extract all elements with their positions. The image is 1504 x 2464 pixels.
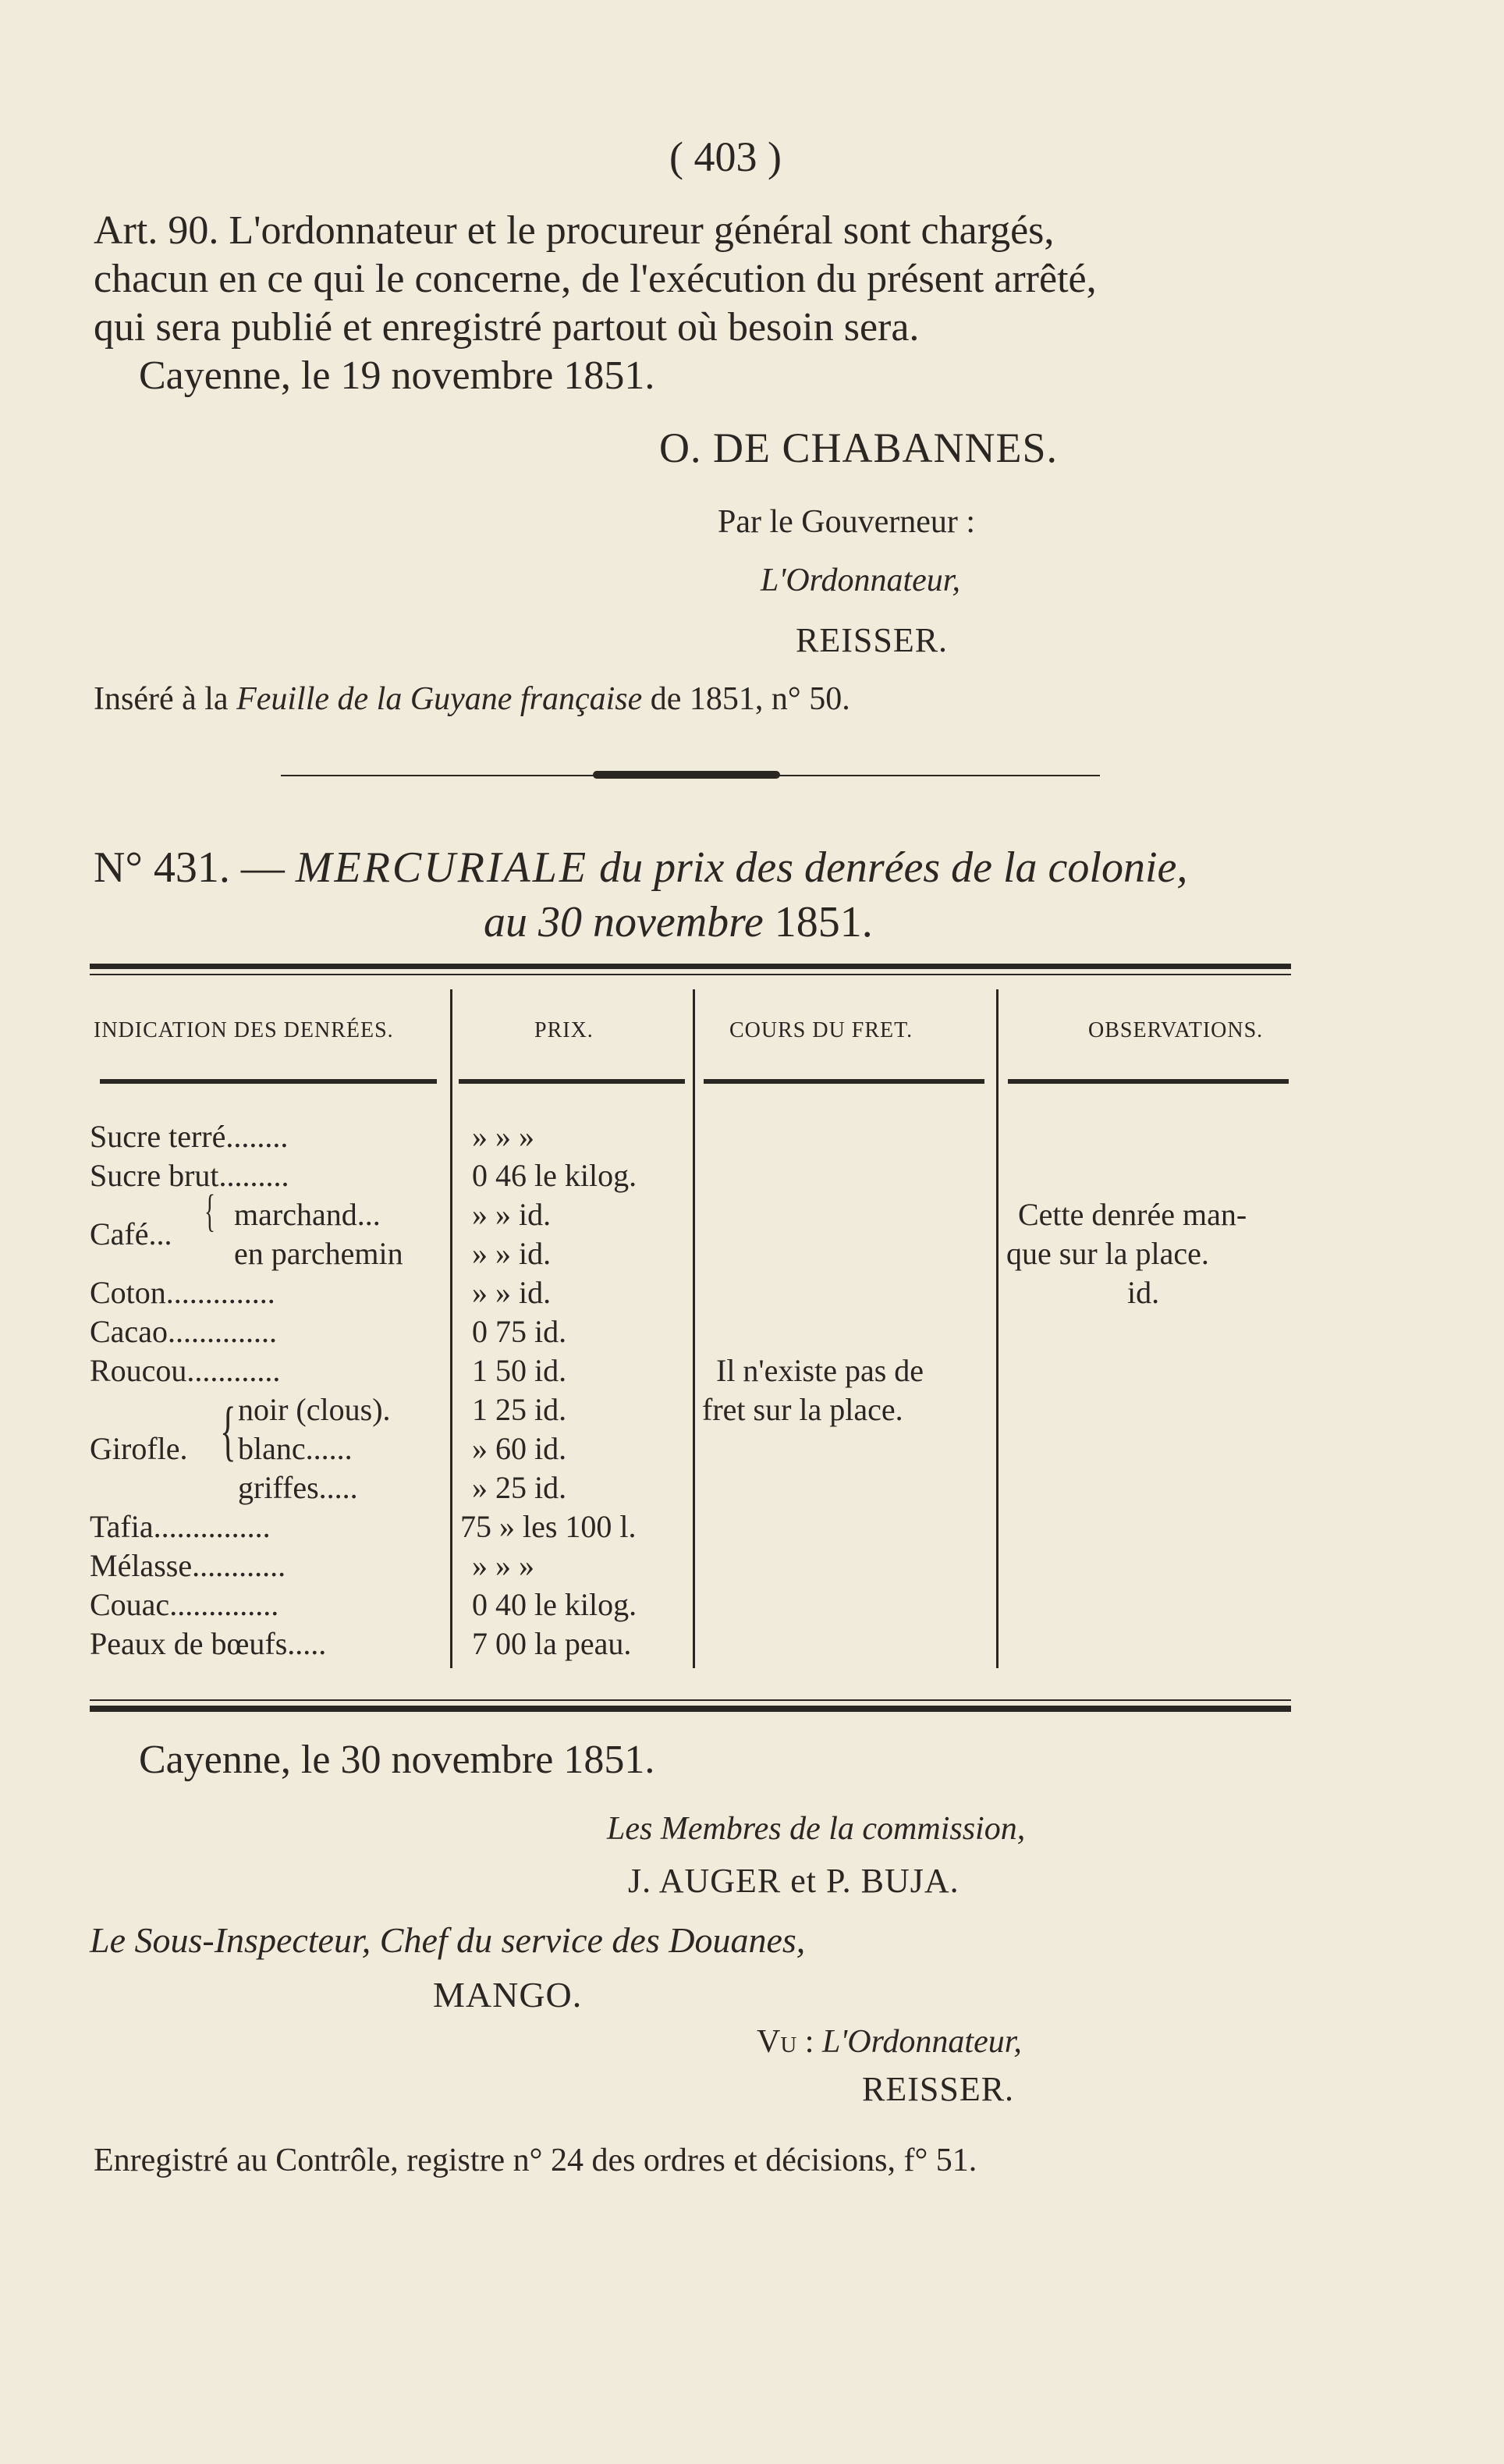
article-place-date: Cayenne, le 19 novembre 1851. [139, 353, 655, 398]
article-line-1: Art. 90. L'ordonnateur et le procureur général sont chargés, [94, 208, 1055, 253]
price-peaux: 7 00 la peau. [472, 1626, 632, 1661]
insertion-suffix: de 1851, n° 50. [650, 681, 850, 717]
article-line-3: qui sera publié et enregistré partout où besoin sera. [94, 305, 920, 350]
column-divider-3 [996, 989, 999, 1668]
inspector-label: Le Sous-Inspecteur, Chef du service des Douanes, [90, 1920, 806, 1960]
separator-ornament [593, 771, 780, 779]
product-girofle-griffes: griffes..... [238, 1470, 358, 1505]
by-governor-line: Par le Gouverneur : [718, 504, 976, 540]
brace-girofle: { [220, 1393, 236, 1468]
mercuriale-dash: — [240, 843, 285, 892]
ordonnateur-role: L'Ordonnateur, [761, 563, 960, 598]
freight-note-line-2: fret sur la place. [702, 1392, 903, 1427]
product-cafe-parchemin: en parchemin [234, 1236, 403, 1271]
product-sucre-brut: Sucre brut......... [90, 1158, 289, 1193]
product-roucou: Roucou............ [90, 1353, 281, 1388]
product-cacao: Cacao.............. [90, 1314, 277, 1349]
page-number: ( 403 ) [669, 133, 782, 180]
insertion-prefix: Inséré à la [94, 681, 229, 717]
inspector-name: MANGO. [433, 1975, 583, 2015]
price-melasse: » » » [472, 1548, 534, 1583]
col-header-products: INDICATION DES DENRÉES. [94, 1018, 394, 1042]
mercuriale-date-prefix: au 30 [484, 898, 582, 946]
reisser-signature: REISSER. [796, 621, 949, 659]
commission-names: J. AUGER et P. BUJA. [628, 1862, 960, 1900]
brace-cafe: { [204, 1185, 215, 1236]
registration-note: Enregistré au Contrôle, registre n° 24 des ordres et décisions, f° 51. [94, 2143, 977, 2178]
price-girofle-blanc: » 60 id. [472, 1431, 567, 1466]
column-divider-2 [693, 989, 695, 1668]
seen-name: REISSER. [862, 2070, 1015, 2108]
product-coton: Coton.............. [90, 1275, 275, 1310]
price-sucre-terre: » » » [472, 1119, 534, 1154]
price-tafia: 75 » les 100 l. [460, 1509, 637, 1544]
price-girofle-griffes: » 25 id. [472, 1470, 567, 1505]
mercuriale-heading [94, 843, 1187, 893]
product-melasse: Mélasse............ [90, 1548, 286, 1583]
price-couac: 0 40 le kilog. [472, 1587, 637, 1622]
product-girofle-noir: noir (clous). [238, 1392, 391, 1427]
col-header-price: PRIX. [534, 1018, 594, 1042]
product-sucre-terre: Sucre terré........ [90, 1119, 289, 1154]
table-top-rule-thin [90, 974, 1291, 975]
insertion-note [94, 680, 850, 718]
group-girofle: Girofle. [90, 1431, 188, 1466]
header-underline-freight [704, 1079, 984, 1084]
article-line-2: chacun en ce qui le concerne, de l'exécution du présent arrêté, [94, 257, 1097, 301]
price-coton: » » id. [472, 1275, 552, 1310]
price-girofle-noir: 1 25 id. [472, 1392, 567, 1427]
price-cacao: 0 75 id. [472, 1314, 567, 1349]
observation-line-2: que sur la place. [1006, 1236, 1209, 1271]
col-header-freight: COURS DU FRET. [729, 1018, 913, 1042]
freight-note-line-1: Il n'existe pas de [716, 1353, 924, 1388]
mercuriale-title: MERCURIALE [295, 843, 589, 892]
header-underline-price [459, 1079, 685, 1084]
closing-place-date: Cayenne, le 30 novembre 1851. [139, 1738, 655, 1782]
price-sucre-brut: 0 46 le kilog. [472, 1158, 637, 1193]
product-cafe-marchand: marchand... [234, 1197, 381, 1232]
product-girofle-blanc: blanc...... [238, 1431, 353, 1466]
table-bottom-rule-thick [90, 1706, 1291, 1712]
group-cafe: Café... [90, 1216, 172, 1252]
price-roucou: 1 50 id. [472, 1353, 567, 1388]
table-bottom-rule-thin [90, 1699, 1291, 1701]
seen-prefix: Vu : [757, 2024, 814, 2060]
governor-signature: O. DE CHABANNES. [659, 424, 1059, 471]
table-top-rule-thick [90, 964, 1291, 969]
product-couac: Couac.............. [90, 1587, 279, 1622]
observation-line-3: id. [1127, 1275, 1160, 1310]
insertion-publication: Feuille de la Guyane française [236, 681, 643, 717]
col-header-observations: OBSERVATIONS. [1088, 1018, 1264, 1042]
price-cafe-marchand: » » id. [472, 1197, 552, 1232]
seen-role: L'Ordonnateur, [821, 2024, 1022, 2060]
seen-line [757, 2023, 1022, 2061]
mercuriale-date-year: 1851. [774, 898, 873, 946]
product-tafia: Tafia............... [90, 1509, 271, 1544]
mercuriale-date [484, 897, 873, 947]
price-cafe-parchemin: » » id. [472, 1236, 552, 1271]
mercuriale-number: N° 431. [94, 843, 230, 892]
mercuriale-title-rest: du prix des denrées de la colonie, [599, 843, 1188, 892]
mercuriale-date-month: novembre [593, 898, 764, 946]
header-underline-products [100, 1079, 437, 1084]
column-divider-1 [450, 989, 452, 1668]
product-peaux: Peaux de bœufs..... [90, 1626, 327, 1661]
observation-line-1: Cette denrée man- [1018, 1197, 1247, 1232]
header-underline-observations [1008, 1079, 1289, 1084]
commission-label: Les Membres de la commission, [607, 1811, 1026, 1847]
